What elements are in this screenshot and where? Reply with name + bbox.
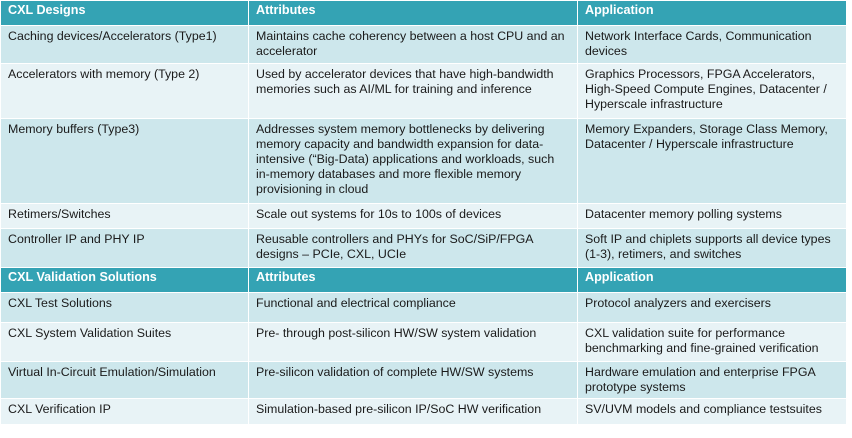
table-row [1,204,847,229]
section-header-validation [1,268,847,293]
header-cell: Attributes [249,268,578,293]
table-row [1,26,847,64]
design-cell: Caching devices/Accelerators (Type1) [1,26,249,64]
header-cell: CXL Designs [1,1,249,26]
attribute-cell: Pre-silicon validation of complete HW/SW systems [249,362,578,399]
application-cell: SV/UVM models and compliance testsuites [578,399,847,425]
table-row [1,323,847,362]
section-header-designs [1,1,847,26]
application-cell: Network Interface Cards, Communication devices [578,26,847,64]
table-row [1,119,847,204]
application-cell: Soft IP and chiplets supports all device types (1-3), retimers, and switches [578,229,847,268]
header-cell: Application [578,1,847,26]
design-cell: Memory buffers (Type3) [1,119,249,204]
table-row [1,64,847,119]
header-cell: Application [578,268,847,293]
application-cell: Graphics Processors, FPGA Accelerators, High-Speed Compute Engines, Datacenter / Hyperscale infrastructure [578,64,847,119]
solution-cell: CXL Test Solutions [1,293,249,323]
attribute-cell: Reusable controllers and PHYs for SoC/SiP/FPGA designs – PCIe, CXL, UCIe [249,229,578,268]
table-row [1,362,847,399]
attribute-cell: Simulation-based pre-silicon IP/SoC HW verification [249,399,578,425]
solution-cell: CXL Verification IP [1,399,249,425]
attribute-cell: Pre- through post-silicon HW/SW system validation [249,323,578,362]
solution-cell: CXL System Validation Suites [1,323,249,362]
solution-cell: Virtual In-Circuit Emulation/Simulation [1,362,249,399]
design-cell: Retimers/Switches [1,204,249,229]
attribute-cell: Addresses system memory bottlenecks by delivering memory capacity and bandwidth expansion for data-intensive (“Big-Data) applications and workloads, such in-memory databases and more flexible memory provisioning in cloud [249,119,578,204]
attribute-cell: Functional and electrical compliance [249,293,578,323]
header-cell: Attributes [249,1,578,26]
table-row [1,229,847,268]
attribute-cell: Used by accelerator devices that have high-bandwidth memories such as AI/ML for training and inference [249,64,578,119]
application-cell: CXL validation suite for performance benchmarking and fine-grained verification [578,323,847,362]
design-cell: Accelerators with memory (Type 2) [1,64,249,119]
application-cell: Hardware emulation and enterprise FPGA prototype systems [578,362,847,399]
application-cell: Datacenter memory polling systems [578,204,847,229]
attribute-cell: Maintains cache coherency between a host CPU and an accelerator [249,26,578,64]
application-cell: Memory Expanders, Storage Class Memory, Datacenter / Hyperscale infrastructure [578,119,847,204]
application-cell: Protocol analyzers and exercisers [578,293,847,323]
table-row [1,293,847,323]
attribute-cell: Scale out systems for 10s to 100s of devices [249,204,578,229]
header-cell: CXL Validation Solutions [1,268,249,293]
table-row [1,399,847,425]
design-cell: Controller IP and PHY IP [1,229,249,268]
